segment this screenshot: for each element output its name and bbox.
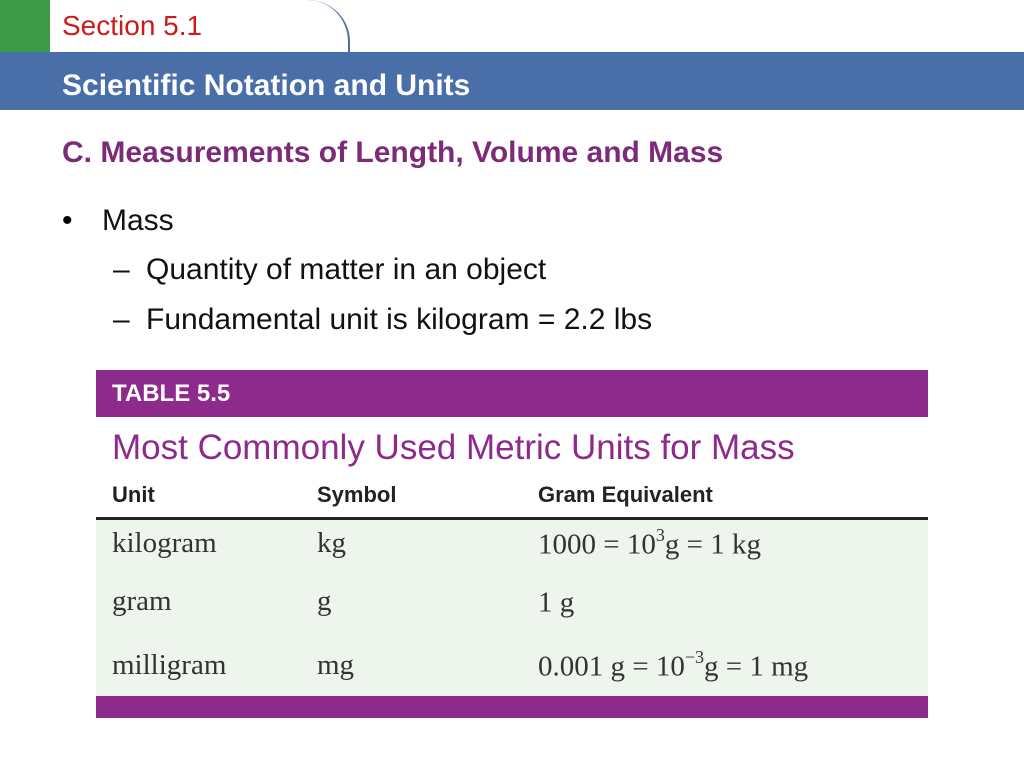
- section-label: Section 5.1: [62, 10, 203, 41]
- slide-title: Scientific Notation and Units: [62, 69, 471, 102]
- sub-bullet-dash-icon: –: [113, 303, 130, 336]
- table-header-row: [96, 487, 928, 520]
- sub-bullet-dash-icon: –: [113, 253, 130, 286]
- table-cell-unit: gram: [112, 585, 172, 617]
- section-tab: [50, 0, 350, 52]
- slide-subtitle: C. Measurements of Length, Volume and Mass: [62, 136, 724, 169]
- table-cell-symbol: g: [317, 585, 332, 617]
- table-cell-unit: milligram: [112, 649, 227, 681]
- table-caption: Most Commonly Used Metric Units for Mass: [112, 428, 795, 467]
- table-cell-gram-equivalent: 0.001 $g = 10^{-3}g = 1$ mg: [538, 647, 809, 683]
- table-header-symbol: Symbol: [317, 482, 397, 507]
- bullet-mass: Mass: [102, 204, 174, 237]
- table-cell-unit: kilogram: [112, 527, 217, 559]
- table-bottombar: [96, 696, 928, 718]
- bullet-dot-icon: •: [62, 204, 73, 237]
- table-header-unit: Unit: [112, 482, 155, 507]
- table-header-gram-equivalent: Gram Equivalent: [538, 482, 713, 507]
- header-accent-block: [0, 0, 50, 52]
- sub-bullet-fundamental-unit: Fundamental unit is kilogram = 2.2 lbs: [146, 303, 653, 336]
- metric-mass-table: [96, 370, 928, 718]
- table-label: TABLE 5.5: [112, 380, 231, 407]
- table-cell-symbol: kg: [317, 527, 346, 559]
- table-cell-gram-equivalent: $1000 = 10^3g = 1$ kg: [538, 525, 761, 561]
- sub-bullet-quantity: Quantity of matter in an object: [146, 253, 547, 286]
- table-cell-symbol: mg: [317, 649, 355, 681]
- title-bar: [0, 52, 1024, 110]
- table-cell-gram-equivalent: 1 g: [538, 586, 575, 619]
